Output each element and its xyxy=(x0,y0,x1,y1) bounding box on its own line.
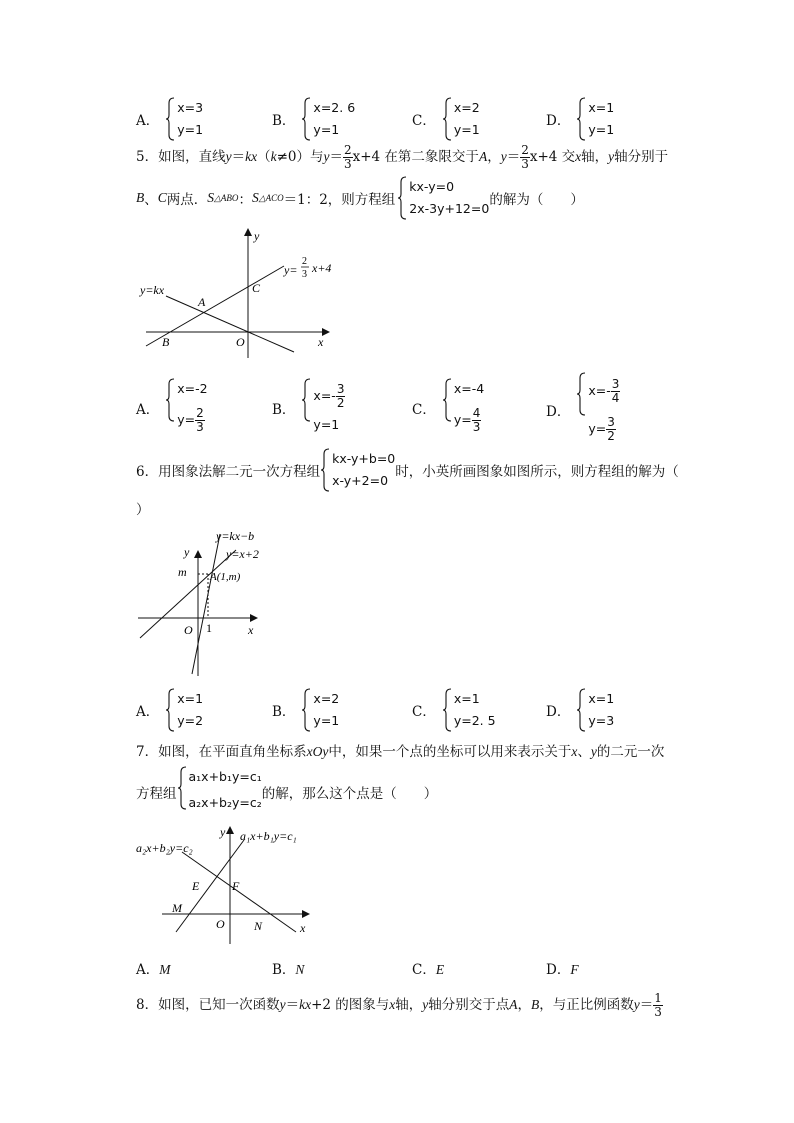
equation-system: x=1 y=1 xyxy=(576,97,614,141)
q6-option-c[interactable]: C． x=1 y=2. 5 xyxy=(412,688,496,732)
point-b-label: B xyxy=(162,335,170,349)
equation-system: x=2. 6 y=1 xyxy=(301,97,355,141)
q5-stem-line2: B 、 C 两点． S △ABO ： S △ACO ＝1：2，则方程组 kx-y=0 2x-3y+12=0 的解为（ ） xyxy=(136,176,584,220)
brace-icon xyxy=(397,176,407,220)
point-m-label: M xyxy=(172,901,182,915)
line1-label: a₁x+b₁y=c₁ xyxy=(240,829,297,843)
equation-system: kx-y+b=0 x-y+2=0 xyxy=(320,448,395,492)
x-label: x xyxy=(248,623,254,637)
line1-label: y=kx xyxy=(140,283,165,297)
arrow-up-icon xyxy=(244,228,252,236)
q7-option-a[interactable]: A．M xyxy=(136,962,171,978)
equation-system: x=-2 y= $\frac{2}{3}$ xyxy=(165,378,207,438)
q4-option-b[interactable] xyxy=(272,97,355,141)
brace-icon xyxy=(165,378,175,422)
brace-icon xyxy=(576,372,586,416)
point-a-label: A xyxy=(198,295,206,309)
line2-label-a: y= xyxy=(284,263,298,277)
equation-system: x=-4 y= $\frac{4}{3}$ xyxy=(442,378,484,438)
q6-option-d[interactable]: D． x=1 y=3 xyxy=(546,688,614,732)
x-label: x xyxy=(318,335,324,349)
brace-icon xyxy=(301,378,311,422)
fraction: $\frac{2}{3}$ xyxy=(343,143,352,171)
equation-system: x=1 y=2 xyxy=(165,688,203,732)
q5-option-b[interactable]: B． x=- $\frac{3}{2}$ y=1 xyxy=(272,378,345,438)
equation-system: x=3 y=1 xyxy=(165,97,203,141)
brace-icon xyxy=(165,688,175,732)
q6-graph xyxy=(136,526,286,678)
q4-option-a[interactable] xyxy=(136,97,203,141)
q7-graph xyxy=(136,822,326,946)
origin-label: O xyxy=(184,623,193,637)
origin-label: O xyxy=(236,335,245,349)
line-kx xyxy=(166,296,294,352)
equation-system: x=2 y=1 xyxy=(301,688,339,732)
q7-option-c[interactable]: C．E xyxy=(412,962,445,978)
arrow-right-icon xyxy=(250,614,258,622)
brace-icon xyxy=(320,448,330,492)
q6-stem-line1: 6． 用图象法解二元一次方程组 kx-y+b=0 x-y+2=0 时，小英所画图象如图所示，则方程组的解为（ xyxy=(136,448,679,492)
equation-system: x=2 y=1 xyxy=(442,97,480,141)
option-label: D． xyxy=(546,113,571,129)
y-label: y xyxy=(184,545,190,559)
q6-stem-line2: ） xyxy=(136,502,150,518)
y-label: y xyxy=(220,825,226,839)
line1-label: y=kx−b xyxy=(216,529,255,543)
tick-1-label: 1 xyxy=(206,621,212,635)
option-label: C． xyxy=(412,113,436,129)
q4-option-d[interactable] xyxy=(546,97,614,141)
line2-label-b: x+4 xyxy=(312,261,332,275)
q8-stem-line1: 8．如图，已知一次函数y＝kx+2 的图象与x轴，y轴分别交于点A，B，与正比例函数y＝ $\frac{1}{3}$ xyxy=(136,991,662,1019)
equation-system: x=- $\frac{3}{2}$ y=1 xyxy=(301,378,345,438)
brace-icon xyxy=(301,97,311,141)
equation-system: x=1 y=3 xyxy=(576,688,614,732)
line2-label-num: 2 xyxy=(302,256,307,267)
equation-system: x=- $\frac{3}{4}$ y= $\frac{3}{2}$ xyxy=(576,372,620,448)
arrow-right-icon xyxy=(302,910,310,918)
fraction: $\frac{1}{3}$ xyxy=(654,991,662,1019)
point-c-label: C xyxy=(252,281,261,295)
fraction: $\frac{2}{3}$ xyxy=(521,143,529,171)
q5-option-a[interactable]: A． x=-2 y= $\frac{2}{3}$ xyxy=(136,378,208,438)
brace-icon xyxy=(576,688,586,732)
equation-system: kx-y=0 2x-3y+12=0 xyxy=(397,176,489,220)
q5-option-d[interactable]: D． x=- $\frac{3}{4}$ y= $\frac{3}{2}$ xyxy=(546,372,620,448)
point-n-label: N xyxy=(254,919,263,933)
brace-icon xyxy=(442,378,452,422)
line-2-3x-plus-4 xyxy=(146,266,284,346)
brace-icon xyxy=(442,97,452,141)
q7-stem-line2: 方程组 a₁x+b₁y=c₁ a₂x+b₂y=c₂ 的解，那么这个点是（ ） xyxy=(136,766,437,818)
origin-label: O xyxy=(216,917,225,931)
q5-graph xyxy=(136,224,346,358)
q4-option-c[interactable] xyxy=(412,97,480,141)
q6-option-a[interactable]: A． x=1 y=2 xyxy=(136,688,203,732)
line2-label-den: 3 xyxy=(302,269,307,280)
x-label: x xyxy=(300,921,306,935)
point-a-label: A(1,m) xyxy=(210,571,241,583)
y-label: y xyxy=(254,229,260,243)
arrow-up-icon xyxy=(226,826,234,834)
m-label: m xyxy=(178,565,187,579)
q7-option-b[interactable]: B．N xyxy=(272,962,305,978)
q7-stem-line1: 7．如图，在平面直角坐标系xOy中，如果一个点的坐标可以用来表示关于x、y的二元一次 xyxy=(136,744,665,760)
brace-icon xyxy=(177,766,187,810)
q7-option-d[interactable]: D．F xyxy=(546,962,579,978)
brace-icon xyxy=(301,688,311,732)
arrow-up-icon xyxy=(194,550,202,558)
equation-system: a₁x+b₁y=c₁ a₂x+b₂y=c₂ xyxy=(177,766,262,818)
q6-option-b[interactable]: B． x=2 y=1 xyxy=(272,688,339,732)
equation-system: x=1 y=2. 5 xyxy=(442,688,496,732)
line2-label: y=x+2 xyxy=(226,547,259,561)
point-f-label: F xyxy=(232,879,240,893)
brace-icon xyxy=(576,97,586,141)
line2-label: a₂x+b₂y=c₂ xyxy=(136,841,193,855)
point-e-label: E xyxy=(192,879,200,893)
option-label: A． xyxy=(136,113,160,129)
q5-stem-line1: 5．如图，直线y＝kx（k≠0）与y＝ $\frac{2}{3}$ x+4 在第二象限交于A，y＝ $\frac{2}{3}$ x+4 交x轴，y轴分别于 xyxy=(136,143,669,171)
brace-icon xyxy=(165,97,175,141)
q5-option-c[interactable]: C． x=-4 y= $\frac{4}{3}$ xyxy=(412,378,484,438)
brace-icon xyxy=(442,688,452,732)
option-label: B． xyxy=(272,113,296,129)
